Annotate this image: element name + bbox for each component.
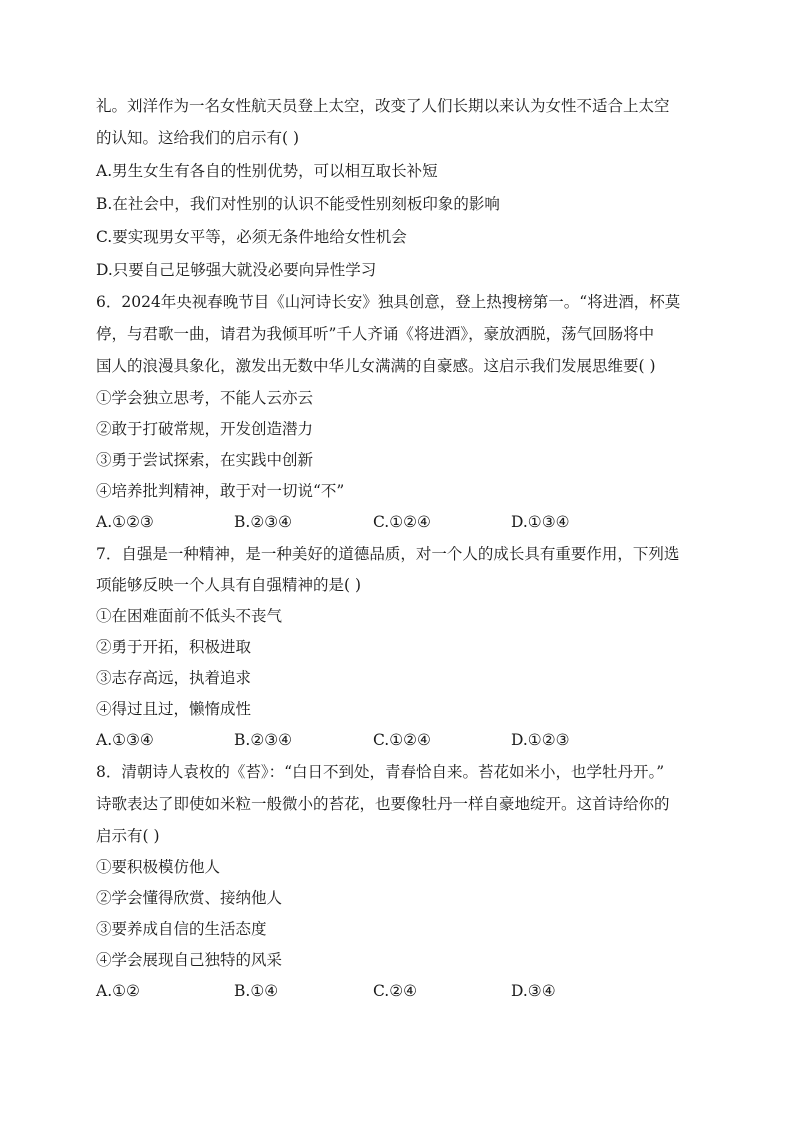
q7-item-3: ③志存高远，执着追求: [96, 669, 252, 687]
q8-item-2: ②学会懂得欣赏、接纳他人: [96, 889, 283, 907]
q6-choice-d: D.①③④: [511, 513, 570, 531]
q8-item-1: ①要积极模仿他人: [96, 858, 221, 876]
q6-item-4: ④培养批判精神，敢于对一切说“不”: [96, 482, 345, 500]
q6-item-2: ②敢于打破常规，开发创造潜力: [96, 420, 314, 438]
q6-choice-b: B.②③④: [234, 513, 293, 531]
q8-stem-line-1: 8．清朝诗人袁枚的《苔》：“白日不到处，青春恰自来。苔花如米小，也学牡丹开。”: [96, 763, 665, 781]
q5-option-b: B.在社会中，我们对性别的认识不能受性别刻板印象的影响: [96, 195, 500, 213]
q6-choice-a: A.①②③: [96, 513, 154, 531]
q8-stem-line-2: 诗歌表达了即使如米粒一般微小的苔花，也要像牡丹一样自豪地绽开。这首诗给你的: [96, 795, 670, 813]
q5-option-a: A.男生女生有各自的性别优势，可以相互取长补短: [96, 162, 438, 180]
q7-choice-d: D.①②③: [511, 731, 570, 749]
q7-choices: [96, 730, 716, 750]
q8-choice-d: D.③④: [511, 982, 556, 1000]
q5-stem-line-2: 的认知。这给我们的启示有( ): [96, 129, 300, 147]
q7-stem-line-1: 7．自强是一种精神，是一种美好的道德品质，对一个人的成长具有重要作用，下列选: [96, 545, 680, 563]
q8-choice-b: B.①④: [234, 982, 279, 1000]
q6-choices: [96, 512, 716, 532]
q6-item-3: ③勇于尝试探索，在实践中创新: [96, 451, 314, 469]
q8-stem-line-3: 启示有( ): [96, 827, 160, 845]
q6-stem-line-1: 6．2024年央视春晚节目《山河诗长安》独具创意，登上热搜榜第一。“将进酒，杯莫: [96, 293, 681, 311]
q5-stem-line-1: 礼。刘洋作为一名女性航天员登上太空，改变了人们长期以来认为女性不适合上太空: [96, 97, 670, 115]
q6-item-1: ①学会独立思考，不能人云亦云: [96, 389, 314, 407]
q7-item-4: ④得过且过，懒惰成性: [96, 700, 252, 718]
q5-option-c: C.要实现男女平等，必须无条件地给女性机会: [96, 228, 407, 246]
q7-item-2: ②勇于开拓，积极进取: [96, 638, 252, 656]
q8-item-3: ③要养成自信的生活态度: [96, 920, 267, 938]
q8-choice-c: C.②④: [373, 982, 418, 1000]
q7-stem-line-2: 项能够反映一个人具有自强精神的是( ): [96, 576, 362, 594]
q6-choice-c: C.①②④: [373, 513, 431, 531]
q6-stem-line-2: 停，与君歌一曲，请君为我倾耳听”千人齐诵《将进酒》，豪放洒脱，荡气回肠将中: [96, 325, 655, 343]
q7-choice-a: A.①③④: [96, 731, 154, 749]
q8-choice-a: A.①②: [96, 982, 140, 1000]
q7-choice-c: C.①②④: [373, 731, 431, 749]
q5-option-d: D.只要自己足够强大就没必要向异性学习: [96, 261, 377, 279]
q7-choice-b: B.②③④: [234, 731, 293, 749]
q6-stem-line-3: 国人的浪漫具象化，激发出无数中华儿女满满的自豪感。这启示我们发展思维要( ): [96, 357, 656, 375]
q8-choices: [96, 981, 716, 1001]
q7-item-1: ①在困难面前不低头不丧气: [96, 607, 283, 625]
q8-item-4: ④学会展现自己独特的风采: [96, 951, 283, 969]
